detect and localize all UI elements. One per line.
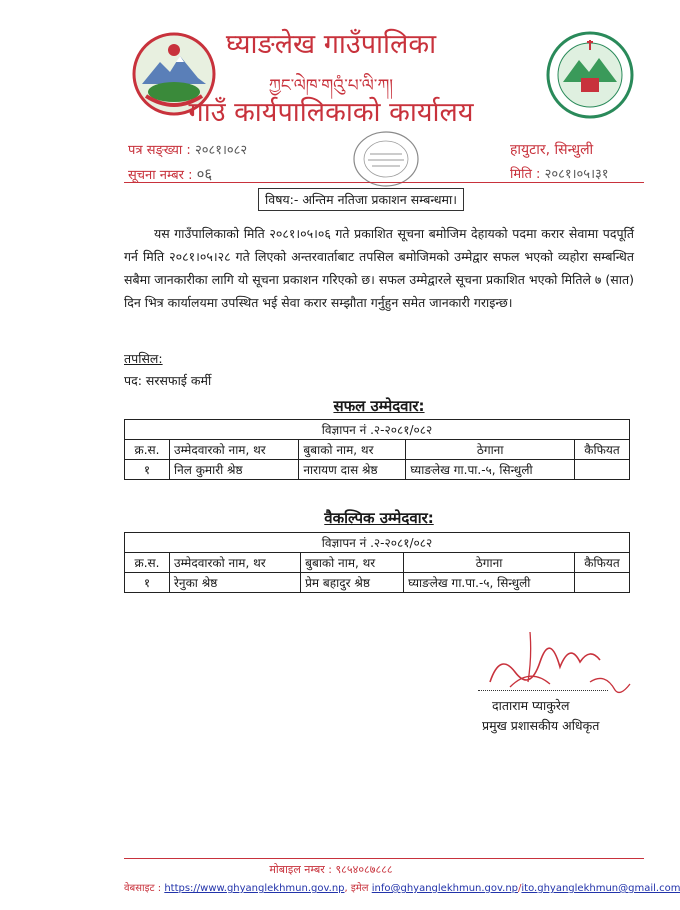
col-father-name: बुबाको नाम, थर [301,553,404,573]
municipality-name-tamang: ཀྱང་ལེཁ་གའུཾ་པ་ལི་ཀ། [268,76,394,96]
footer-phone: मोबाइल नम्बर : ९८५४०८७८८८ [269,863,393,876]
table-row: १ निल कुमारी श्रेष्ठ नारायण दास श्रेष्ठ घ्याङलेख गा.पा.-५, सिन्धुली [125,460,630,480]
col-remarks: कैफियत [575,440,630,460]
website-link[interactable]: https://www.ghyanglekhmun.gov.np [164,883,345,894]
signatory-title: प्रमुख प्रशासकीय अधिकृत [482,718,600,733]
office-name: गाउँ कार्यपालिकाको कार्यालय [188,97,474,128]
office-location: हायुटार, सिन्धुली [510,142,594,158]
office-stamp-icon [350,128,422,190]
table-row: १ रेनुका श्रेष्ठ प्रेम बहादुर श्रेष्ठ घ्याङलेख गा.पा.-५, सिन्धुली [125,573,630,593]
table-header-row [125,553,630,573]
table-header-row [125,440,630,460]
col-father-name: बुबाको नाम, थर [299,440,406,460]
email-link-info[interactable]: info@ghyanglekhmun.gov.np [371,883,519,894]
col-candidate-name: उम्मेदवारको नाम, थर [170,553,301,573]
col-address: ठेगाना [404,553,575,573]
successful-table [124,419,630,480]
letter-number: पत्र सङ्ख्या : २०८१।०८२ [128,143,248,158]
successful-heading: सफल उम्मेदवार: [333,397,425,415]
issue-date: मिति : २०८१।०५।३१ [510,167,609,182]
post-line: पद: सरसफाई कर्मी [124,373,212,388]
signature-line [478,690,608,691]
signatory-name: दाताराम प्याकुरेल [492,698,570,713]
col-address: ठेगाना [406,440,575,460]
alternate-heading: वैकल्पिक उम्मेदवार: [324,509,434,527]
notice-number: सूचना नम्बर : ०६ [128,165,213,183]
col-remarks: कैफियत [575,553,630,573]
alternate-table [124,532,630,593]
header-divider [124,182,644,183]
col-serial: क्र.स. [125,440,170,460]
details-label: तपसिल: [124,351,163,366]
subject-line: विषय:- अन्तिम नतिजा प्रकाशन सम्बन्धमा। [258,188,464,211]
footer-contacts: वेबसाइट : https://www.ghyanglekhmun.gov.np, इमेल info@ghyanglekhmun.gov.np/ito.ghyanglekhmun@gmail.com [124,883,680,894]
alternate-ad-number: विज्ञापन नं .२-२०८१/०८२ [125,533,630,553]
municipality-name: घ्याङलेख गाउँपालिका [225,29,437,60]
email-link-ito[interactable]: ito.ghyanglekhmun@gmail.com [521,883,680,894]
col-serial: क्र.स. [125,553,170,573]
col-candidate-name: उम्मेदवारको नाम, थर [170,440,299,460]
successful-ad-number: विज्ञापन नं .२-२०८१/०८२ [125,420,630,440]
notice-body: यस गाउँपालिकाको मिति २०८१।०५।०६ गते प्रकाशित सूचना बमोजिम देहायको पदमा करार सेवामा पदपूर्ति गर्न मिति २०८१।०५।२८ गते लिएको अन्तरवार्ताबाट तपसिल बमोजिमको उम्मेद्वार सफल भएको व्यहोरा सम्बन्धित सबैमा जानकारीका लागि यो सूचना प्रकाशन गरिएको छ। सफल उम्मेद्वारले सूचना प्रकाशित भएको मितिले ७ (सात) दिन भित्र कार्यालयमा उपस्थित भई सेवा करार सम्झौता गर्नुहुन समेत जानकारी गराइन्छ। [124,226,634,310]
footer-divider [124,858,644,859]
